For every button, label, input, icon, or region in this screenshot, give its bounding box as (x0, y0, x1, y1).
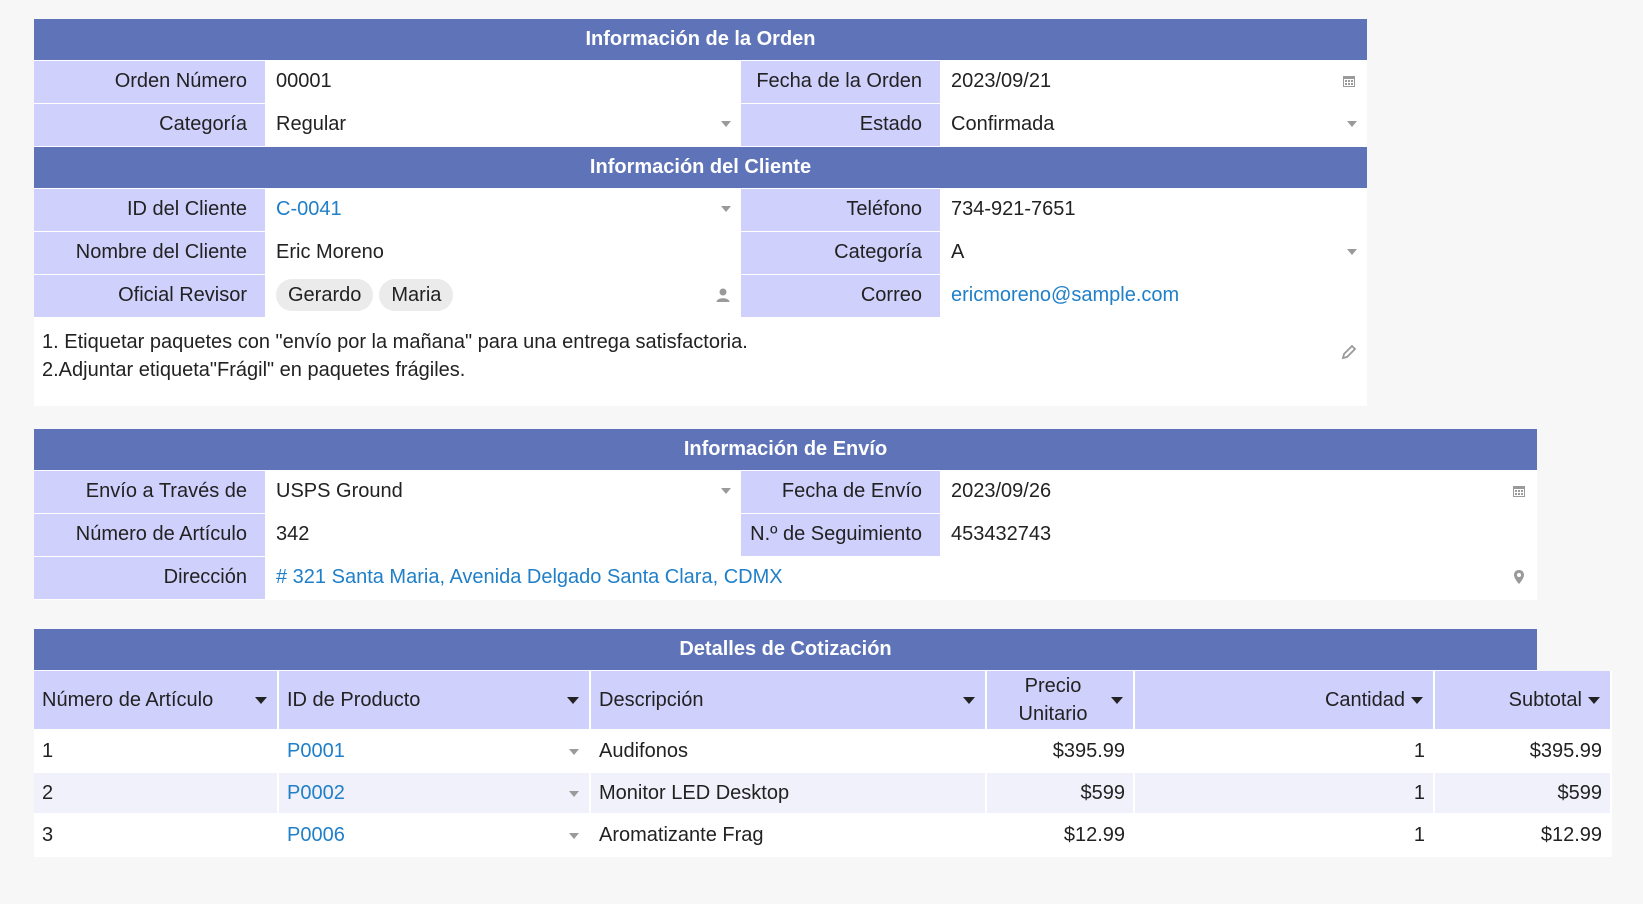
chevron-down-icon[interactable] (721, 488, 731, 494)
calendar-icon[interactable] (1341, 72, 1357, 90)
table-row[interactable] (34, 730, 1611, 772)
customer-id-label: ID del Cliente (34, 189, 266, 231)
item-number-cell[interactable]: 1 (34, 730, 278, 772)
product-id-link[interactable]: P0001 (287, 739, 345, 762)
item-number-field[interactable]: 342 (266, 514, 741, 556)
customer-name-label: Nombre del Cliente (34, 232, 266, 274)
customer-id-link[interactable]: C-0041 (276, 198, 342, 220)
ship-via-label: Envío a Través de (34, 471, 266, 513)
product-id-link[interactable]: P0006 (287, 823, 345, 846)
phone-label: Teléfono (741, 189, 941, 231)
pencil-icon[interactable] (1341, 343, 1357, 361)
column-header-label: Cantidad (1324, 688, 1405, 711)
product-id-cell[interactable] (278, 814, 590, 856)
order-date-field[interactable] (941, 61, 1367, 103)
ship-date-field[interactable] (941, 471, 1537, 513)
order-date-label: Fecha de la Orden (741, 61, 941, 103)
chevron-down-icon[interactable] (721, 121, 731, 127)
quantity-cell[interactable]: 1 (1134, 814, 1434, 856)
order-status-label: Estado (741, 104, 941, 146)
phone-field[interactable]: 734-921-7651 (941, 189, 1367, 231)
column-header-label: ID de Producto (287, 688, 421, 711)
map-pin-icon[interactable] (1511, 568, 1527, 586)
order-number-field[interactable]: 00001 (266, 61, 741, 103)
address-label: Dirección (34, 557, 266, 599)
order-status-select[interactable] (941, 104, 1367, 146)
sort-caret-icon[interactable] (1411, 697, 1423, 704)
table-row[interactable] (34, 772, 1611, 814)
chevron-down-icon[interactable] (1347, 249, 1357, 255)
column-header-label: Descripción (599, 688, 704, 711)
sort-caret-icon[interactable] (1111, 697, 1123, 704)
column-header-label: Subtotal (1508, 688, 1582, 711)
item-number-cell[interactable]: 3 (34, 814, 278, 856)
ship-via-select[interactable] (266, 471, 741, 513)
subtotal-cell: $599 (1434, 772, 1611, 814)
customer-category-value: A (951, 241, 965, 263)
order-section (34, 19, 1367, 406)
item-number-cell[interactable]: 2 (34, 772, 278, 814)
quote-section-title: Detalles de Cotización (34, 629, 1537, 671)
column-header-label: Precio Unitario (1018, 675, 1088, 725)
sort-caret-icon[interactable] (255, 697, 267, 704)
column-header-product[interactable] (278, 671, 590, 730)
chevron-down-icon[interactable] (1347, 121, 1357, 127)
chevron-down-icon[interactable] (569, 791, 579, 797)
reviewer-field[interactable] (266, 275, 741, 317)
email-label: Correo (741, 275, 941, 317)
order-number-label: Orden Número (34, 61, 266, 103)
reviewer-chip[interactable]: Maria (379, 279, 453, 311)
customer-category-label: Categoría (741, 232, 941, 274)
quote-section (34, 629, 1602, 857)
sort-caret-icon[interactable] (567, 697, 579, 704)
description-cell[interactable]: Audifonos (590, 730, 986, 772)
column-header-label: Número de Artículo (42, 688, 214, 711)
item-number-label: Número de Artículo (34, 514, 266, 556)
shipping-section-title: Información de Envío (34, 429, 1537, 471)
order-section-title: Información de la Orden (34, 19, 1367, 61)
customer-section-title: Información del Cliente (34, 147, 1367, 189)
reviewer-chip[interactable]: Gerardo (276, 279, 373, 311)
description-cell[interactable]: Aromatizante Frag (590, 814, 986, 856)
notes-line: 2.Adjuntar etiqueta"Frágil" en paquetes frágiles. (42, 359, 466, 381)
person-icon[interactable] (715, 286, 731, 304)
notes-field[interactable] (34, 318, 1367, 406)
email-field[interactable] (941, 275, 1367, 317)
sort-caret-icon[interactable] (1588, 697, 1600, 704)
sort-caret-icon[interactable] (963, 697, 975, 704)
order-category-value: Regular (276, 113, 347, 135)
ship-date-label: Fecha de Envío (741, 471, 941, 513)
chevron-down-icon[interactable] (569, 833, 579, 839)
subtotal-cell: $12.99 (1434, 814, 1611, 856)
email-link[interactable]: ericmoreno@sample.com (951, 284, 1180, 306)
chevron-down-icon[interactable] (569, 749, 579, 755)
chevron-down-icon[interactable] (721, 206, 731, 212)
table-header-row (34, 671, 1611, 730)
column-header-item[interactable] (34, 671, 278, 730)
ship-via-value: USPS Ground (276, 480, 403, 502)
column-header-subtotal[interactable] (1434, 671, 1611, 730)
customer-name-field[interactable]: Eric Moreno (266, 232, 741, 274)
product-id-cell[interactable] (278, 730, 590, 772)
column-header-description[interactable] (590, 671, 986, 730)
shipping-section (34, 429, 1537, 600)
notes-line: 1. Etiquetar paquetes con "envío por la mañana" para una entrega satisfactoria. (42, 331, 748, 353)
quantity-cell[interactable]: 1 (1134, 772, 1434, 814)
quote-table (34, 671, 1612, 857)
order-date-value: 2023/09/21 (951, 70, 1052, 92)
calendar-icon[interactable] (1511, 482, 1527, 500)
table-row[interactable] (34, 814, 1611, 856)
unit-price-cell[interactable]: $395.99 (986, 730, 1134, 772)
tracking-label: N.º de Seguimiento (741, 514, 941, 556)
tracking-field[interactable]: 453432743 (941, 514, 1537, 556)
order-status-value: Confirmada (951, 113, 1055, 135)
unit-price-cell[interactable]: $599 (986, 772, 1134, 814)
ship-date-value: 2023/09/26 (951, 480, 1052, 502)
product-id-link[interactable]: P0002 (287, 781, 345, 804)
unit-price-cell[interactable]: $12.99 (986, 814, 1134, 856)
subtotal-cell: $395.99 (1434, 730, 1611, 772)
address-link[interactable]: # 321 Santa Maria, Avenida Delgado Santa Clara, CDMX (276, 566, 783, 588)
column-header-quantity[interactable] (1134, 671, 1434, 730)
description-cell[interactable]: Monitor LED Desktop (590, 772, 986, 814)
product-id-cell[interactable] (278, 772, 590, 814)
reviewer-label: Oficial Revisor (34, 275, 266, 317)
customer-id-select[interactable] (266, 189, 741, 231)
customer-category-select[interactable] (941, 232, 1367, 274)
order-category-label: Categoría (34, 104, 266, 146)
address-field[interactable] (266, 557, 1537, 599)
quantity-cell[interactable]: 1 (1134, 730, 1434, 772)
order-category-select[interactable] (266, 104, 741, 146)
column-header-unit-price[interactable] (986, 671, 1134, 730)
